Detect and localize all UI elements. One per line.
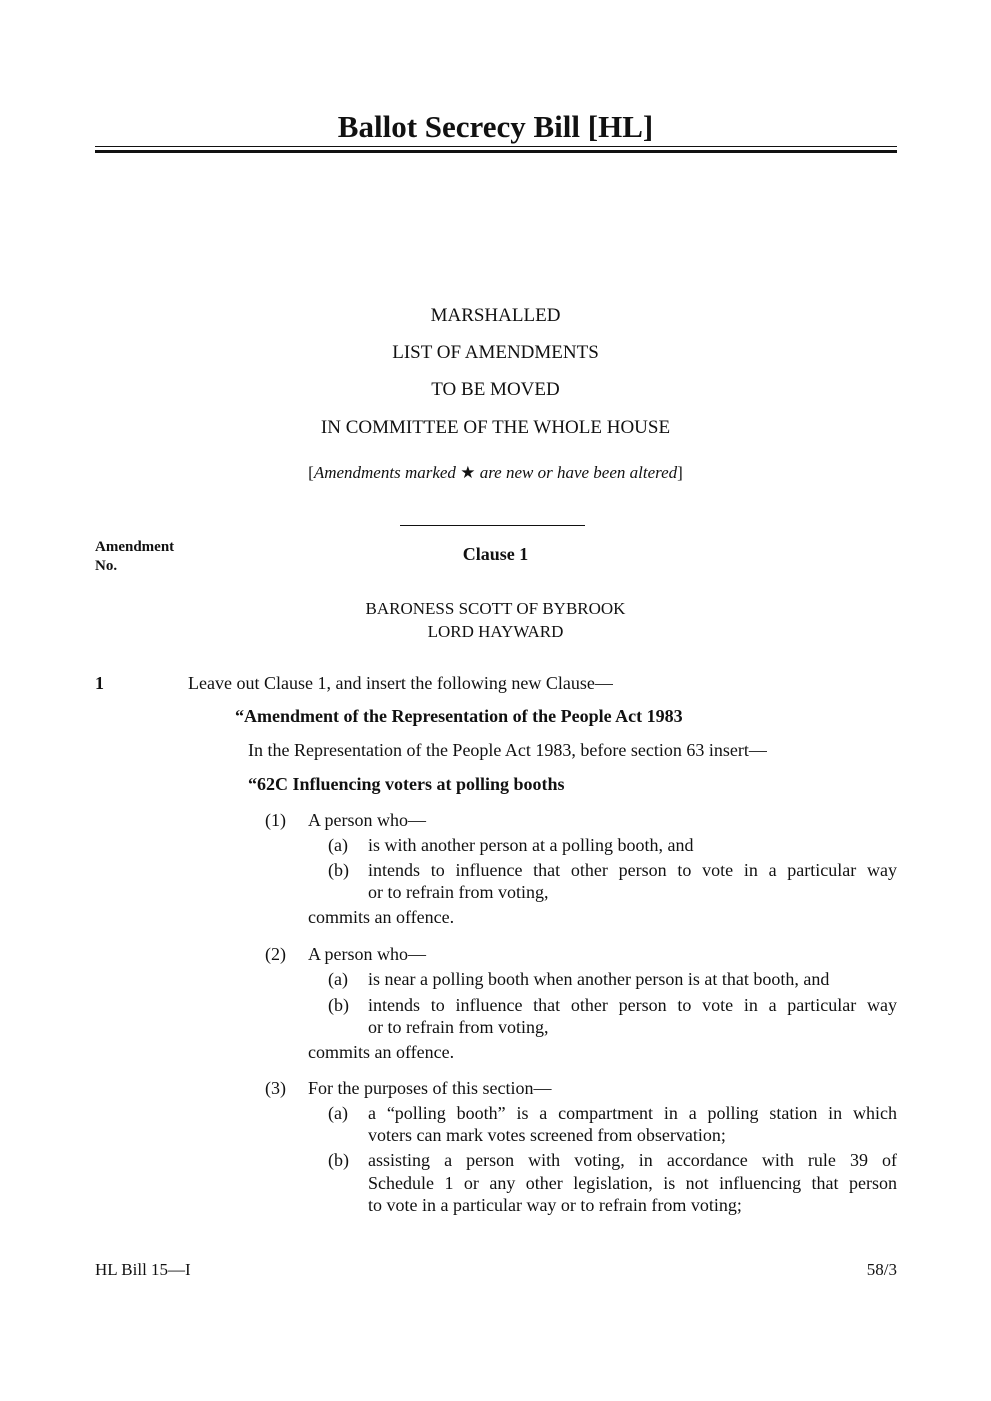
subsection-number: (2) <box>265 944 286 964</box>
heading-line: MARSHALLED <box>430 305 561 326</box>
bill-title: Ballot Secrecy Bill [HL] <box>337 109 654 144</box>
para-text: is with another person at a polling booth, and <box>368 835 694 855</box>
amendment-no-label: Amendment No. <box>95 539 175 574</box>
subsection-lead: For the purposes of this section— <box>308 1078 552 1098</box>
subsection-number: (1) <box>265 810 286 830</box>
para-number: (b) <box>328 995 349 1015</box>
subsection-number: (3) <box>265 1078 286 1098</box>
footer-print-number: 58/3 <box>866 1260 897 1279</box>
para-text: intends to influence that other person to vote in a particular way <box>368 995 897 1015</box>
clause-heading: Clause 1 <box>462 544 529 564</box>
amendment-number: 1 <box>95 673 104 693</box>
mover: BARONESS SCOTT OF BYBROOK <box>365 599 626 618</box>
para-text: intends to influence that other person to vote in a particular way <box>368 860 897 880</box>
amendment-intro: Leave out Clause 1, and insert the following new Clause— <box>188 673 613 693</box>
heading-line: TO BE MOVED <box>431 379 560 400</box>
footer-bill-number: HL Bill 15—I <box>95 1260 191 1279</box>
para-text: a “polling booth” is a compartment in a polling station in which <box>368 1103 897 1123</box>
star-icon: ★ <box>460 463 476 482</box>
heading-line: IN COMMITTEE OF THE WHOLE HOUSE <box>320 417 671 438</box>
section-divider <box>400 525 585 526</box>
para-text: assisting a person with voting, in accordance with rule 39 of <box>368 1150 897 1170</box>
amendments-note: [Amendments marked ★ are new or have been altered] <box>308 463 683 482</box>
subsection-tail: commits an offence. <box>308 907 455 927</box>
para-number: (a) <box>328 969 348 989</box>
clause-lead: In the Representation of the People Act 1983, before section 63 insert— <box>248 740 767 760</box>
subsection-lead: A person who— <box>308 810 426 830</box>
title-rule-thick <box>95 150 897 153</box>
subsection-lead: A person who— <box>308 944 426 964</box>
para-number: (b) <box>328 860 349 880</box>
subsection-tail: commits an offence. <box>308 1042 455 1062</box>
para-text: or to refrain from voting, <box>368 1017 549 1037</box>
para-text: Schedule 1 or any other legislation, is not influencing that person <box>368 1173 897 1193</box>
para-number: (a) <box>328 1103 348 1123</box>
new-clause-title: “Amendment of the Representation of the People Act 1983 <box>235 706 683 726</box>
heading-line: LIST OF AMENDMENTS <box>392 342 599 363</box>
para-number: (a) <box>328 835 348 855</box>
para-text: voters can mark votes screened from observation; <box>368 1125 726 1145</box>
section-title: “62C Influencing voters at polling booths <box>248 774 565 794</box>
title-rule-thin <box>95 146 897 147</box>
para-text: is near a polling booth when another person is at that booth, and <box>368 969 830 989</box>
mover: LORD HAYWARD <box>427 622 564 641</box>
para-text: or to refrain from voting, <box>368 882 549 902</box>
para-number: (b) <box>328 1150 349 1170</box>
para-text: to vote in a particular way or to refrain from voting; <box>368 1195 742 1215</box>
